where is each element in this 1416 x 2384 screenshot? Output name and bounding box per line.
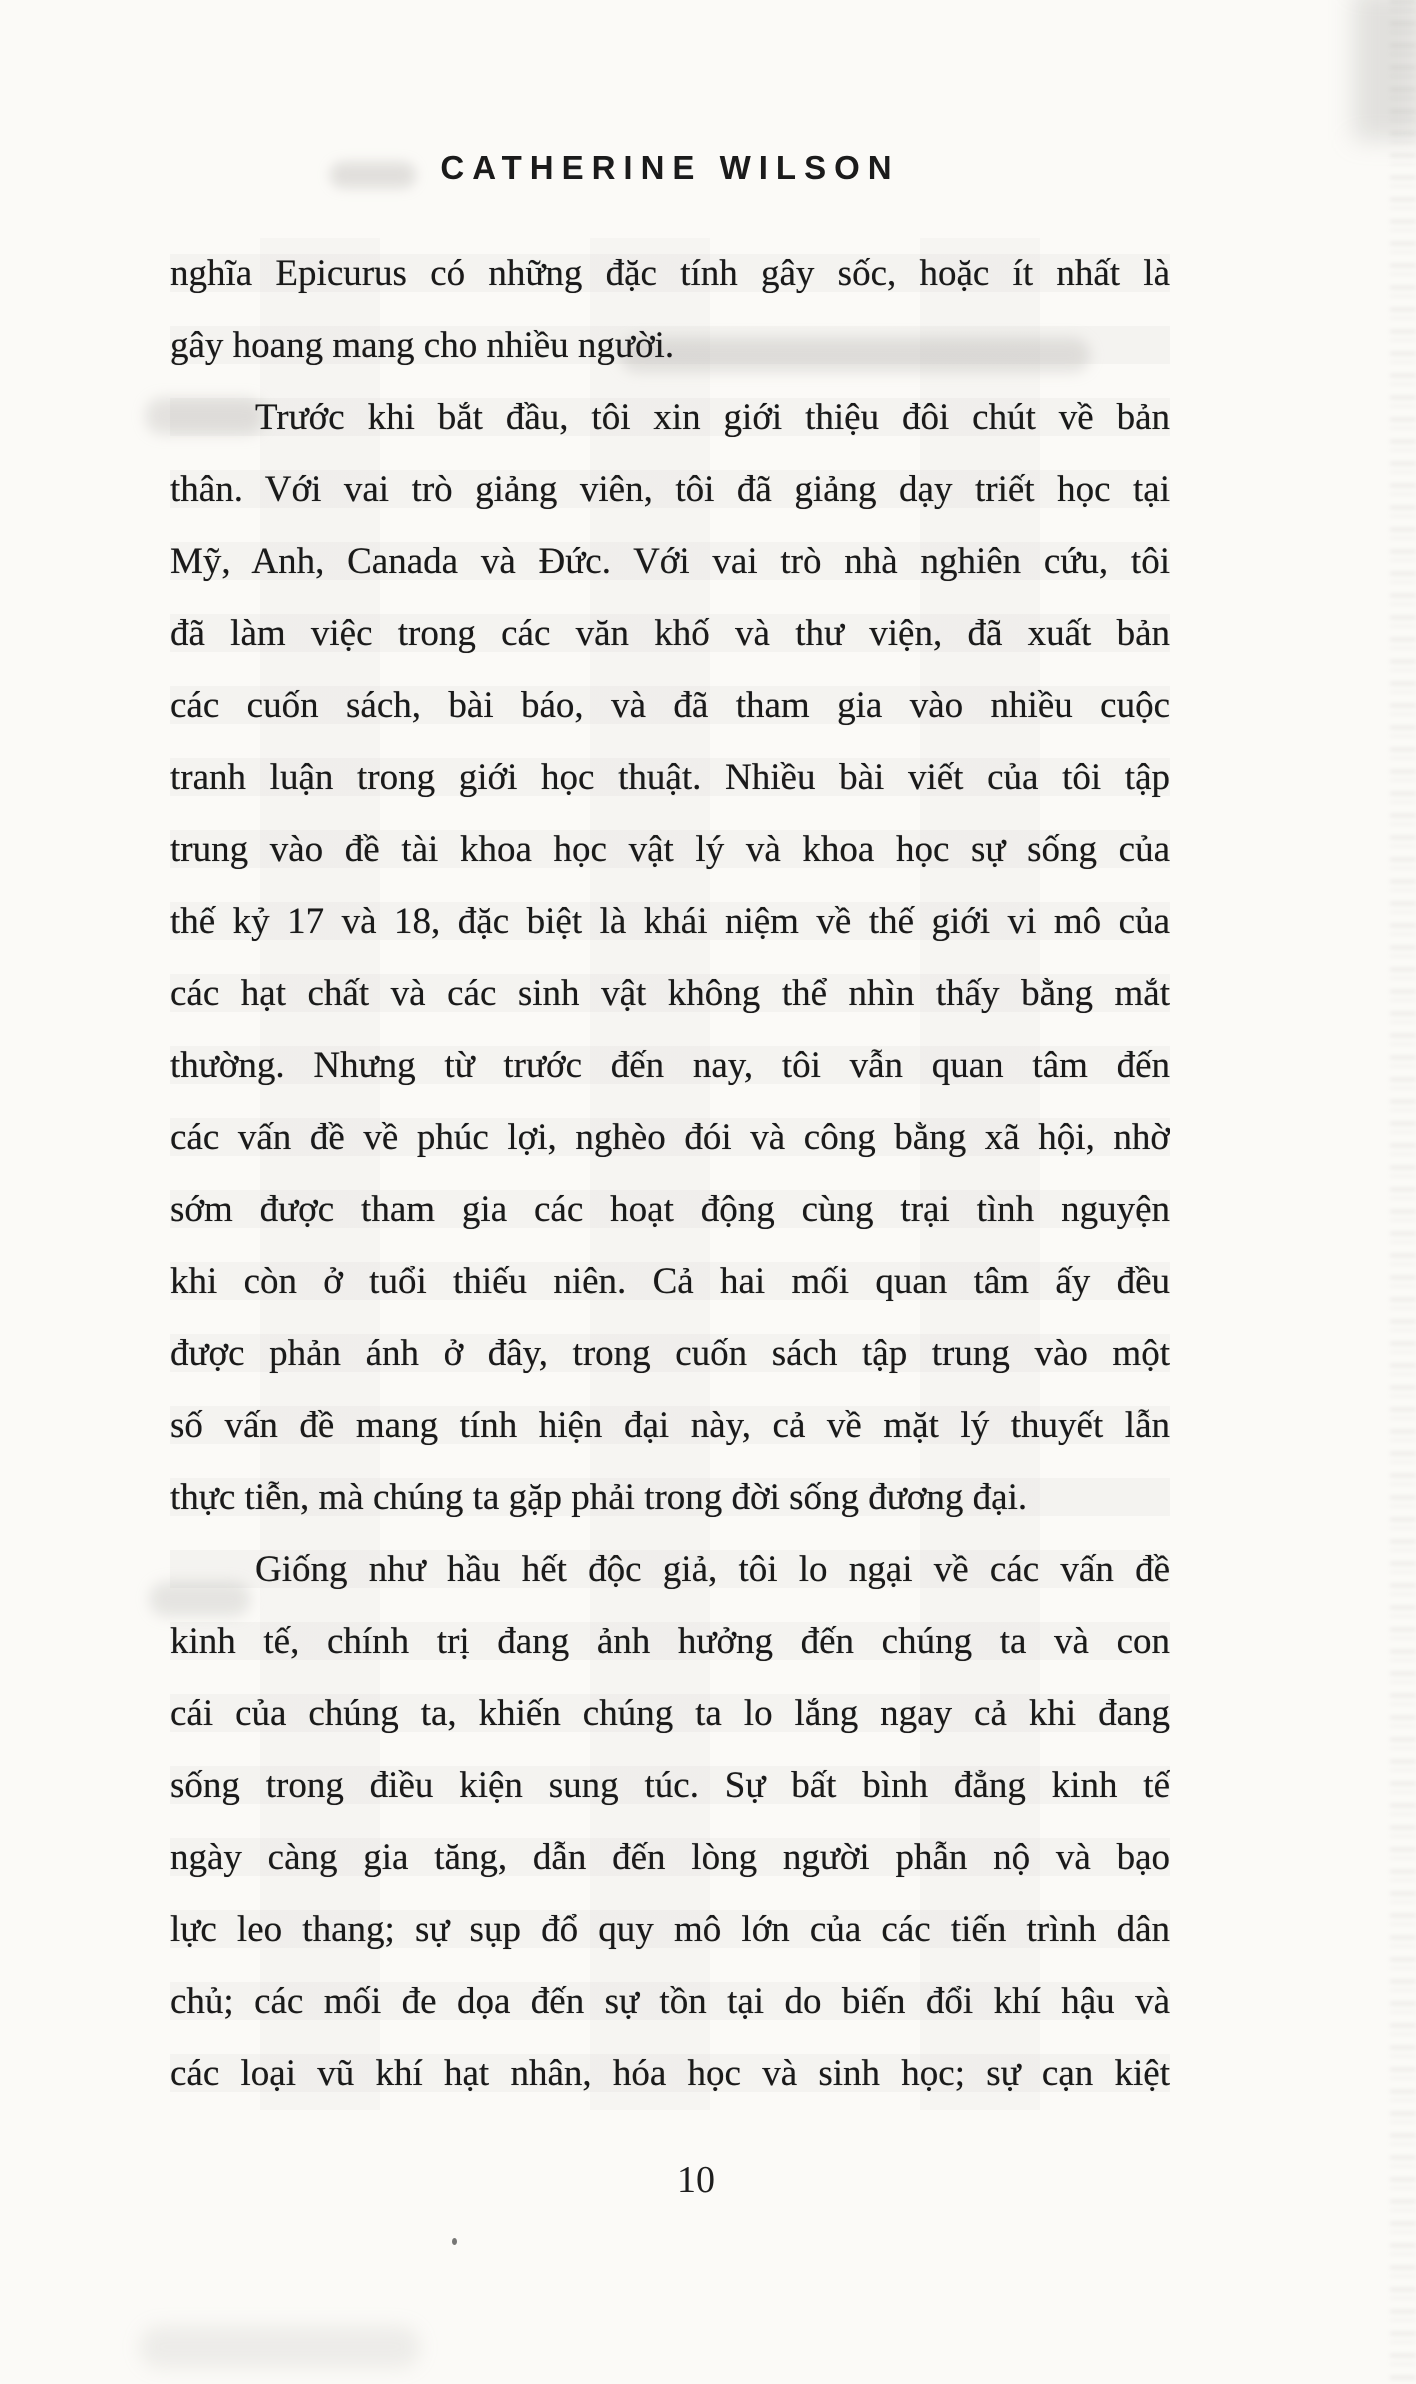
text-line: các loại vũ khí hạt nhân, hóa học và sinh học; sự cạn kiệt	[170, 2053, 1170, 2094]
text-line: sống trong điều kiện sung túc. Sự bất bình đẳng kinh tế	[170, 1765, 1170, 1806]
text-line: các vấn đề về phúc lợi, nghèo đói và công bằng xã hội, nhờ	[170, 1117, 1170, 1158]
text-line: gây hoang mang cho nhiều người.	[170, 325, 675, 366]
ink-speck	[452, 2238, 457, 2245]
text-line: các hạt chất và các sinh vật không thể nhìn thấy bằng mắt	[170, 973, 1170, 1014]
text-line: kinh tế, chính trị đang ảnh hưởng đến chúng ta và con	[170, 1621, 1170, 1662]
scan-corner-shadow	[1354, 0, 1416, 140]
text-line: thường. Nhưng từ trước đến nay, tôi vẫn quan tâm đến	[170, 1045, 1170, 1086]
text-line: thế kỷ 17 và 18, đặc biệt là khái niệm về thế giới vi mô của	[170, 901, 1170, 942]
text-line: thực tiễn, mà chúng ta gặp phải trong đời sống đương đại.	[170, 1477, 1028, 1518]
scan-edge-noise	[1390, 0, 1416, 2384]
text-line: các cuốn sách, bài báo, và đã tham gia vào nhiều cuộc	[170, 685, 1170, 726]
text-line: lực leo thang; sự sụp đổ quy mô lớn của các tiến trình dân	[170, 1909, 1170, 1950]
text-line: sớm được tham gia các hoạt động cùng trại tình nguyện	[170, 1189, 1170, 1230]
text-line: nghĩa Epicurus có những đặc tính gây sốc, hoặc ít nhất là	[170, 253, 1170, 294]
text-line: Trước khi bắt đầu, tôi xin giới thiệu đôi chút về bản	[255, 397, 1170, 438]
running-header: CATHERINE WILSON	[440, 149, 900, 186]
text-line: số vấn đề mang tính hiện đại này, cả về mặt lý thuyết lẫn	[170, 1405, 1170, 1446]
text-line: Giống như hầu hết độc giả, tôi lo ngại về các vấn đề	[255, 1549, 1170, 1590]
text-line: đã làm việc trong các văn khố và thư viện, đã xuất bản	[170, 613, 1170, 654]
text-line: tranh luận trong giới học thuật. Nhiều bài viết của tôi tập	[170, 757, 1170, 798]
text-line: khi còn ở tuổi thiếu niên. Cả hai mối quan tâm ấy đều	[170, 1261, 1170, 1302]
text-line: ngày càng gia tăng, dẫn đến lòng người phẫn nộ và bạo	[170, 1837, 1170, 1878]
text-line: trung vào đề tài khoa học vật lý và khoa học sự sống của	[170, 829, 1170, 870]
text-line: cái của chúng ta, khiến chúng ta lo lắng ngay cả khi đang	[170, 1693, 1170, 1734]
text-line: được phản ánh ở đây, trong cuốn sách tập trung vào một	[170, 1333, 1170, 1374]
text-line: thân. Với vai trò giảng viên, tôi đã giảng dạy triết học tại	[170, 469, 1170, 510]
bleed-through-smudge	[140, 2326, 420, 2368]
text-line: chủ; các mối đe dọa đến sự tồn tại do biến đổi khí hậu và	[170, 1981, 1170, 2022]
page-number: 10	[677, 2159, 715, 2201]
body-text	[170, 238, 1170, 2110]
text-line: Mỹ, Anh, Canada và Đức. Với vai trò nhà nghiên cứu, tôi	[170, 541, 1170, 582]
